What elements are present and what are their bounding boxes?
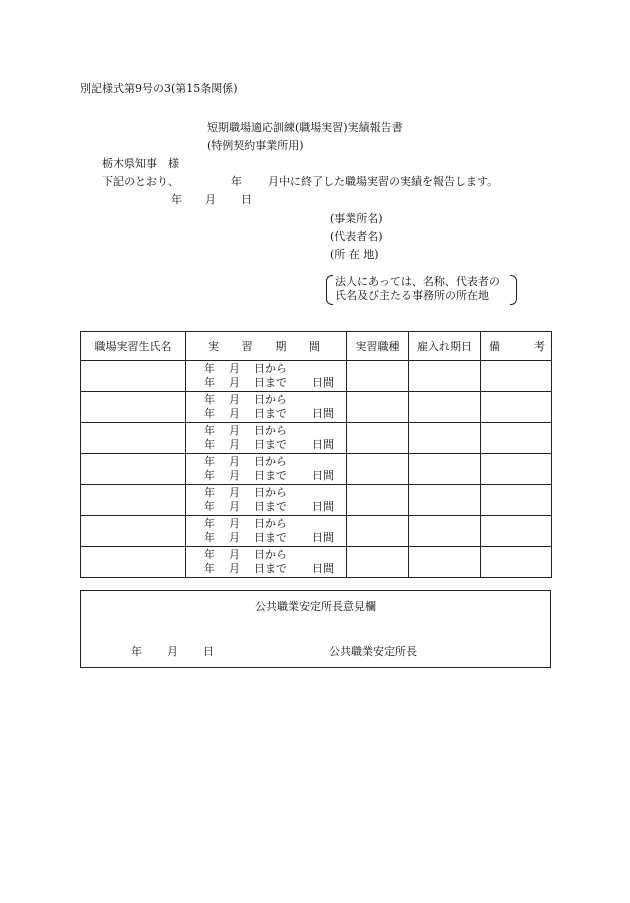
hire-date-cell[interactable] <box>409 516 481 547</box>
hire-date-cell[interactable] <box>409 423 481 454</box>
opinion-year: 年 <box>131 645 142 658</box>
form-reference: 別記様式第9号の3(第15条関係) <box>80 82 238 95</box>
job-type-cell[interactable] <box>347 423 409 454</box>
period-cell[interactable]: 年 月 日から 年 月 日まで 日間 <box>186 423 347 454</box>
trainee-name-cell[interactable] <box>81 454 186 485</box>
table-row <box>81 392 552 423</box>
job-type-cell[interactable] <box>347 485 409 516</box>
bracket-left <box>326 275 333 305</box>
period-cell[interactable]: 年 月 日から 年 月 日まで 日間 <box>186 485 347 516</box>
header-remarks: 備 考 <box>481 332 552 361</box>
date-day: 日 <box>241 193 252 206</box>
table-row <box>81 485 552 516</box>
job-type-cell[interactable] <box>347 516 409 547</box>
body-year: 年 <box>231 175 242 188</box>
body-rest: 月中に終了した職場実習の実績を報告します。 <box>268 175 499 188</box>
header-hire-date: 雇入れ期日 <box>409 332 481 361</box>
remarks-cell[interactable] <box>481 485 552 516</box>
training-record-table <box>80 331 552 578</box>
header-period: 実 習 期 間 <box>186 332 347 361</box>
remarks-cell[interactable] <box>481 454 552 485</box>
hire-date-cell[interactable] <box>409 547 481 578</box>
period-cell[interactable]: 年 月 日から 年 月 日まで 日間 <box>186 361 347 392</box>
hire-date-cell[interactable] <box>409 392 481 423</box>
remarks-cell[interactable] <box>481 516 552 547</box>
representative-label: (代表者名) <box>330 230 383 243</box>
table-row <box>81 547 552 578</box>
table-row <box>81 361 552 392</box>
addressee: 栃木県知事 様 <box>102 157 179 170</box>
document-title: 短期職場適応訓練(職場実習)実績報告書 <box>207 121 403 134</box>
remarks-cell[interactable] <box>481 423 552 454</box>
table-row <box>81 516 552 547</box>
job-type-cell[interactable] <box>347 454 409 485</box>
date-month: 月 <box>205 193 216 206</box>
header-trainee-name: 職場実習生氏名 <box>81 332 186 361</box>
office-name-label: (事業所名) <box>330 212 383 225</box>
opinion-signer: 公共職業安定所長 <box>329 645 417 658</box>
hire-date-cell[interactable] <box>409 485 481 516</box>
header-job-type: 実習職種 <box>347 332 409 361</box>
table-row <box>81 454 552 485</box>
remarks-cell[interactable] <box>481 392 552 423</box>
table-row <box>81 423 552 454</box>
document-subtitle: (特例契約事業所用) <box>207 139 304 152</box>
hire-date-cell[interactable] <box>409 454 481 485</box>
trainee-name-cell[interactable] <box>81 423 186 454</box>
trainee-name-cell[interactable] <box>81 361 186 392</box>
corporation-note-line1: 法人にあっては、名称、代表者の <box>335 275 500 288</box>
remarks-cell[interactable] <box>481 361 552 392</box>
period-cell[interactable]: 年 月 日から 年 月 日まで 日間 <box>186 547 347 578</box>
period-cell[interactable]: 年 月 日から 年 月 日まで 日間 <box>186 392 347 423</box>
period-cell[interactable]: 年 月 日から 年 月 日まで 日間 <box>186 454 347 485</box>
body-lead: 下記のとおり、 <box>102 175 179 188</box>
corporation-note-line2: 氏名及び主たる事務所の所在地 <box>335 289 489 302</box>
address-label: (所 在 地) <box>330 248 379 261</box>
trainee-name-cell[interactable] <box>81 485 186 516</box>
trainee-name-cell[interactable] <box>81 516 186 547</box>
opinion-box <box>80 590 551 668</box>
table-header-row <box>81 332 552 361</box>
job-type-cell[interactable] <box>347 361 409 392</box>
remarks-cell[interactable] <box>481 547 552 578</box>
trainee-name-cell[interactable] <box>81 547 186 578</box>
date-year: 年 <box>171 193 182 206</box>
hire-date-cell[interactable] <box>409 361 481 392</box>
bracket-right <box>510 275 517 305</box>
period-cell[interactable]: 年 月 日から 年 月 日まで 日間 <box>186 516 347 547</box>
opinion-day: 日 <box>203 645 214 658</box>
job-type-cell[interactable] <box>347 392 409 423</box>
trainee-name-cell[interactable] <box>81 392 186 423</box>
job-type-cell[interactable] <box>347 547 409 578</box>
opinion-title: 公共職業安定所長意見欄 <box>255 600 376 613</box>
opinion-month: 月 <box>167 645 178 658</box>
